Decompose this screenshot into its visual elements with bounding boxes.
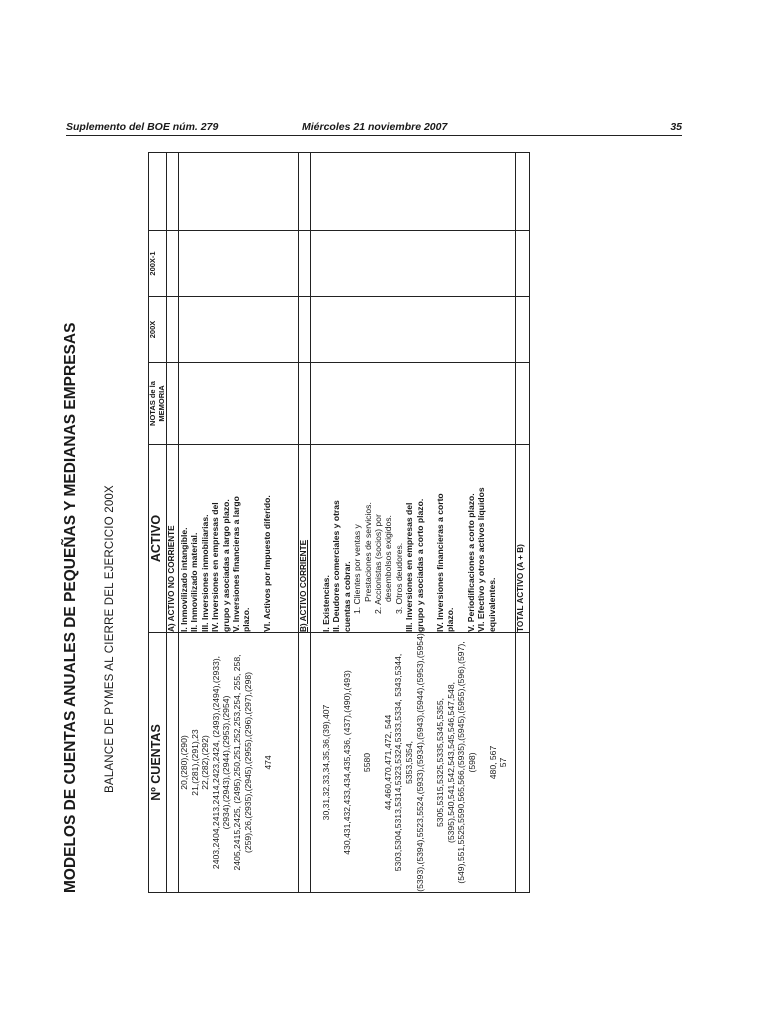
section-b-title: B) ACTIVO CORRIENTE <box>299 445 311 633</box>
rotated-balance-page <box>62 153 594 893</box>
publication-name: Suplemento del BOE núm. 279 <box>66 121 219 133</box>
total-row <box>516 153 530 893</box>
header-activo: ACTIVO <box>149 445 167 633</box>
header-rule <box>66 135 682 136</box>
section-a-items: I. Inmovilizado intangible. II. Inmovilizado material. III. Inversiones inmobiliarias. IV. Inversiones en empresas del grupo y asociadas a largo plazo. V. Inversiones financieras a largo plazo. VI. Activos por Impuesto diferido. <box>179 445 299 633</box>
section-a-body-row <box>179 153 299 893</box>
header-year-previous: 200X-1 <box>149 231 167 297</box>
header-notas <box>149 363 167 445</box>
section-b-title-row <box>299 153 311 893</box>
section-b-cuentas: 30,31,32,33,34,35,36,(39),407 430,431,432,433,434,435,436, (437),(490),(493) 5580 44,460,470,471,472, 544 5303,5304,5313,5314,5323,5324,5333,5334, 5343,5344, 5353,5354, (5393),(5394),5523,5524,(5933),(5934),(5943),(5944),(5953),(5954) 5305,5315,5325,5335,5345,5355,(5395),540,541,542,543,545,546,547,548, (549),551,5525,5590,565,566,(5935),(5945),(5955),(596),(597),(598) 480, 567 57 <box>311 633 516 893</box>
total-activo-label: TOTAL ACTIVO (A + B) <box>516 445 530 633</box>
balance-table <box>148 152 530 893</box>
header-notas-line2: MEMORIA <box>156 385 166 422</box>
section-a-title-row <box>167 153 179 893</box>
header-empty <box>149 153 167 231</box>
publication-date: Miércoles 21 noviembre 2007 <box>302 121 448 133</box>
header-year-current: 200X <box>149 297 167 363</box>
table-header-row <box>149 153 167 893</box>
section-a-title: A) ACTIVO NO CORRIENTE <box>167 445 179 633</box>
document-subtitle: BALANCE DE PYMES AL CIERRE DEL EJERCICIO 200X <box>104 485 116 793</box>
document-title: MODELOS DE CUENTAS ANUALES DE PEQUEÑAS Y MEDIANAS EMPRESAS <box>62 322 79 893</box>
section-b-body-row <box>311 153 516 893</box>
header-notas-line1: NOTAS de la <box>148 381 157 426</box>
section-b-items: I. Existencias. II. Deudores comerciales y otras cuentas a cobrar. 1. Clientes por ventas y Prestaciones de servicios. 2. Accionistas (socios) por desembolsos exigidos. 3. Otros deudores. III. Inversiones en empresas del grupo y asociadas a corto plazo. IV. Inversiones financieras a corto plazo. V. Periodificaciones a corto plazo. VI. Efectivo y otros activos líquidos equivalentes. <box>311 445 516 633</box>
header-cuentas: Nº CUENTAS <box>149 633 167 893</box>
section-a-cuentas: 20,(280),(290) 21,(281),(291),23 22,(282),(292) 2403,2404,2413,2414,2423,2424, (2493),(2494),(2933), (2934),(2943),(2944),(2953),(2954) 2405,2415,2425, (2495),250,251,252,253,254, 255, 258, (259),26,(2935),(2945),(2955),(296),(297),(298) 474 <box>179 633 299 893</box>
page-number: 35 <box>670 121 682 133</box>
